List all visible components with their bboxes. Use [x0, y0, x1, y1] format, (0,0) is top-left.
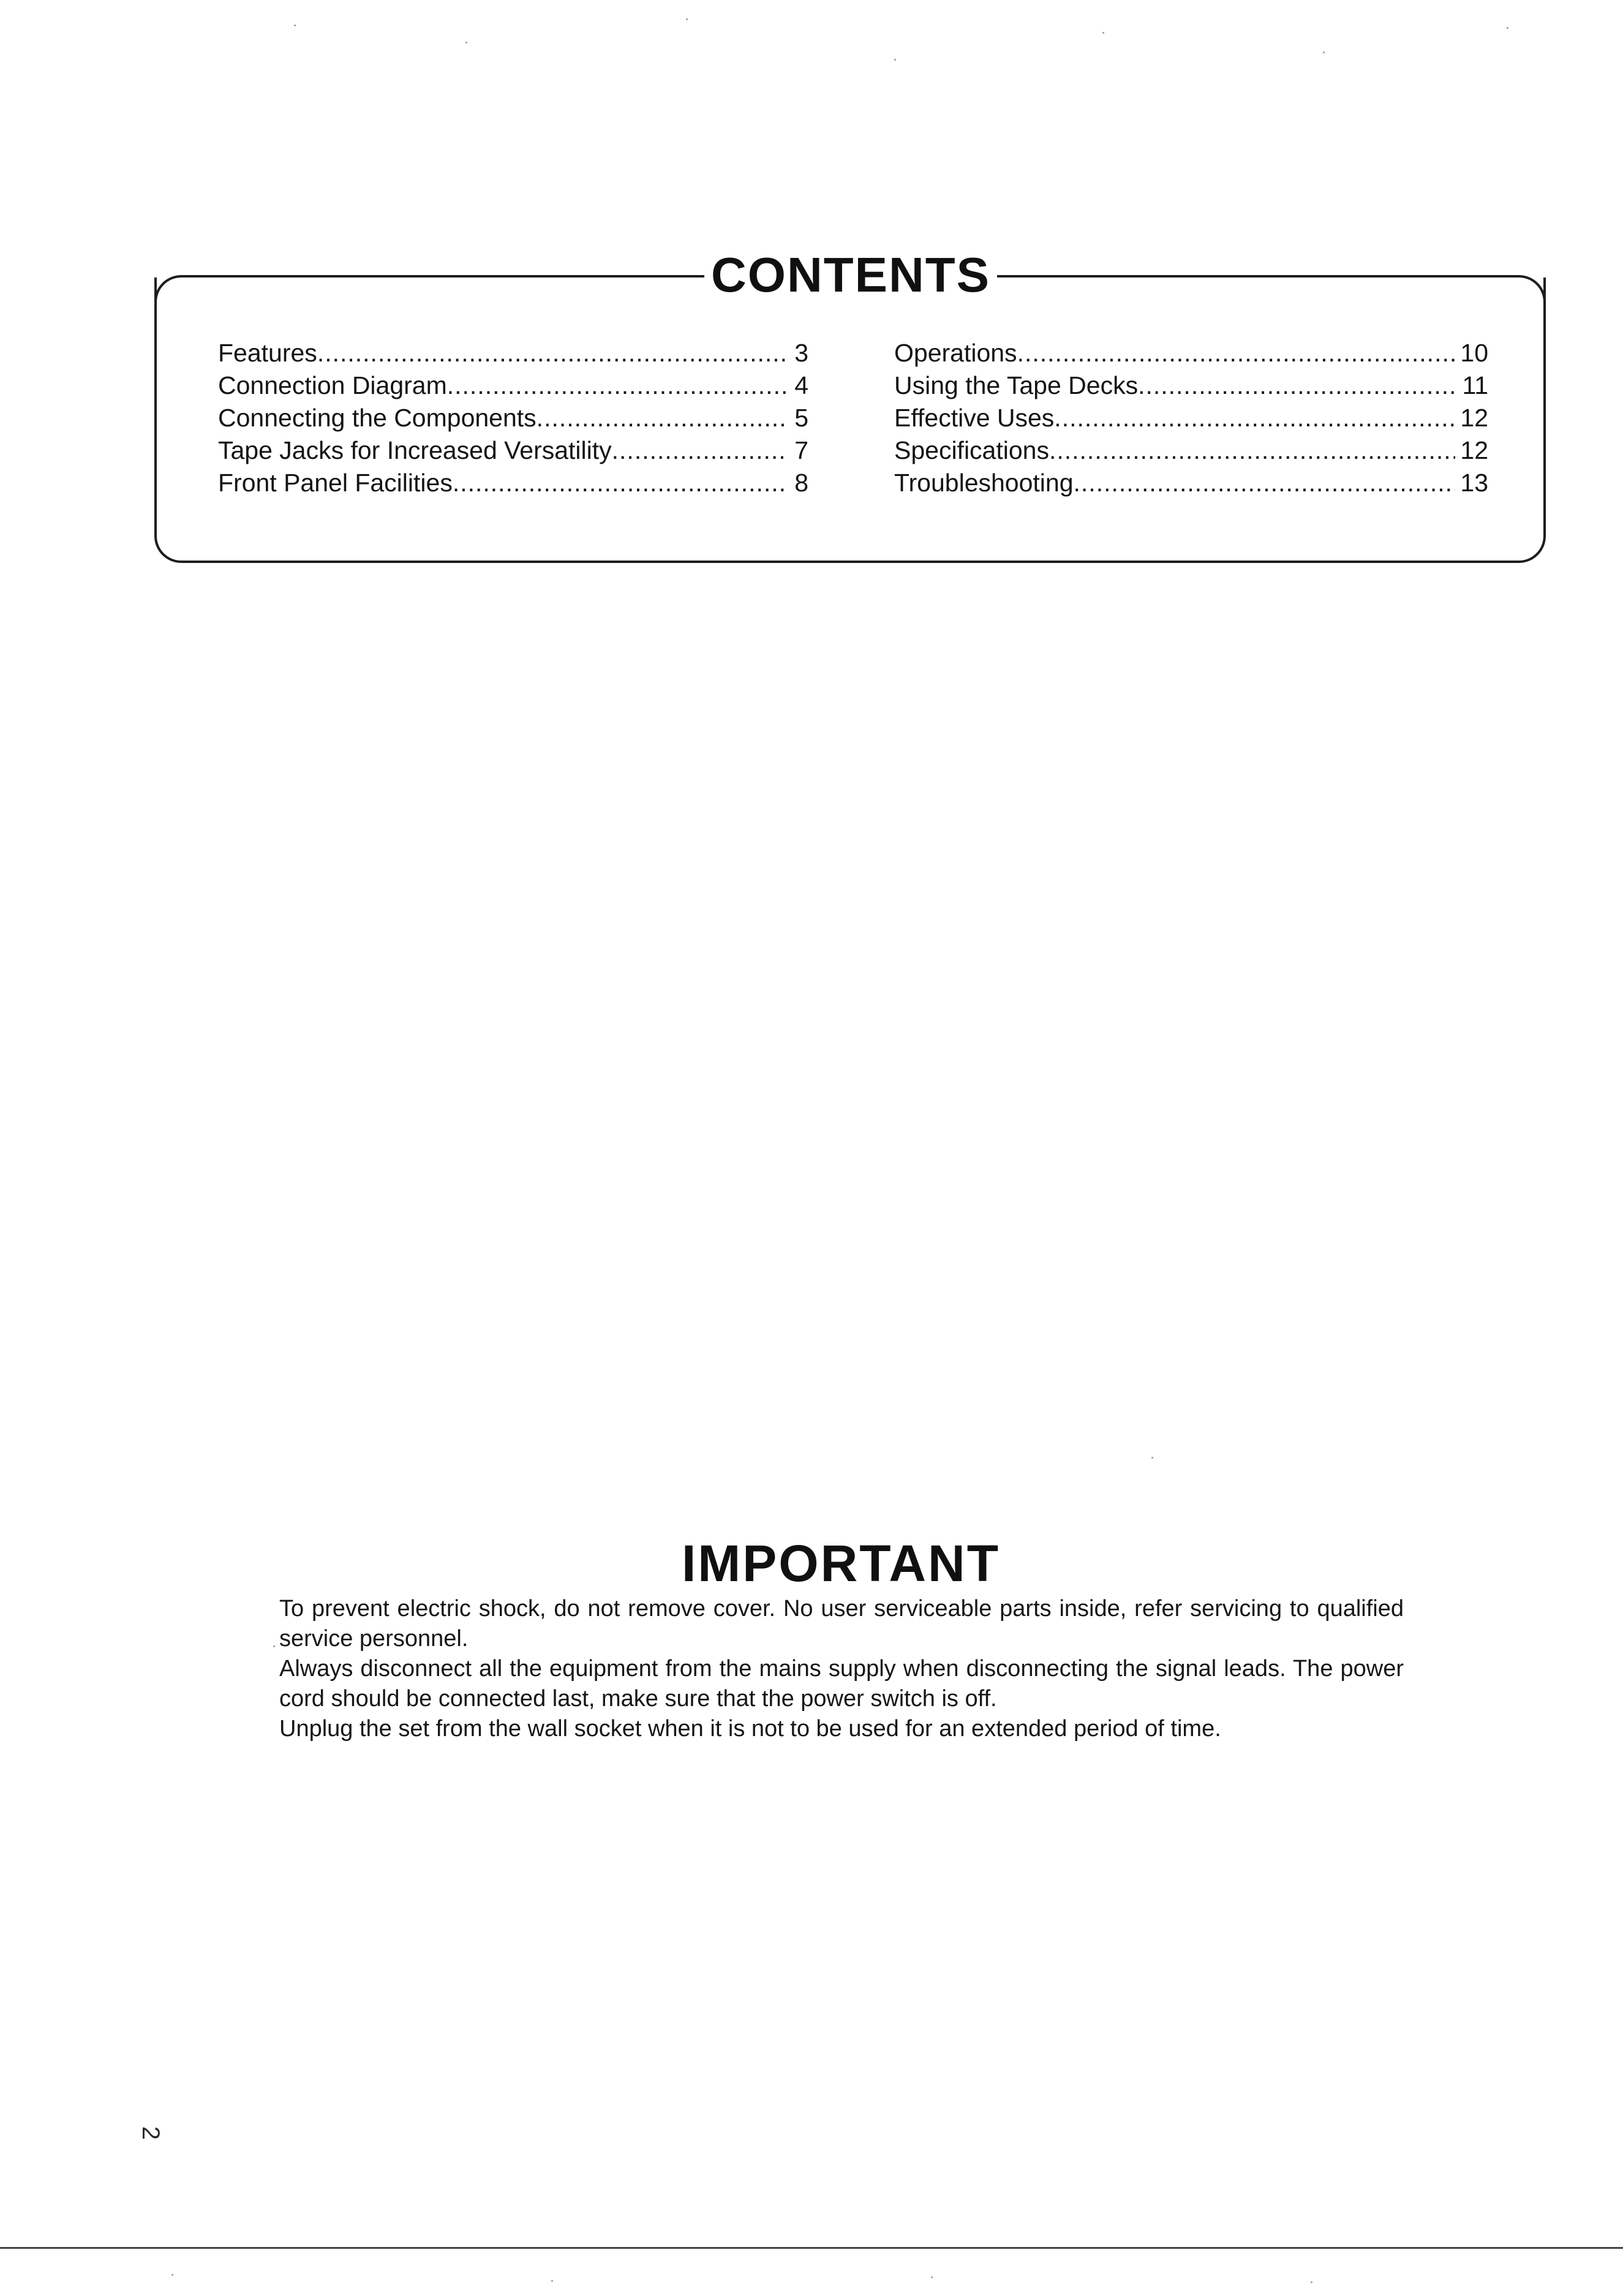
toc-dot-leader [447, 369, 788, 402]
important-paragraph: To prevent electric shock, do not remove cover. No user serviceable parts inside, refer servicing to qualified service personnel. [279, 1596, 1404, 1652]
toc-entry-title: Effective Uses [894, 404, 1055, 432]
toc-entry-page: 4 [794, 371, 808, 399]
toc-entry-title: Troubleshooting [894, 469, 1074, 497]
toc-dot-leader [612, 434, 788, 467]
toc-entry-title: Specifications [894, 436, 1049, 464]
toc-entry-title: Connecting the Components [218, 404, 537, 432]
toc-entry-title: Front Panel Facilities [218, 469, 453, 497]
scan-speck [1311, 2281, 1312, 2283]
scan-speck [1102, 32, 1104, 34]
toc-entry-title: Tape Jacks for Increased Versatility [218, 436, 612, 464]
toc-entry [218, 467, 808, 499]
contents-heading: CONTENTS [711, 247, 990, 302]
toc-entry [894, 467, 1488, 499]
scan-speck [273, 1645, 275, 1647]
toc-entry-page: 13 [1460, 469, 1488, 497]
toc-left-column [218, 337, 808, 499]
scan-speck [171, 2274, 173, 2276]
scan-speck [894, 59, 896, 61]
toc-entry [218, 369, 808, 402]
toc-right-column [894, 337, 1488, 499]
toc-entry [894, 337, 1488, 369]
scan-speck [465, 42, 467, 43]
scan-speck [294, 25, 296, 26]
toc-entry [894, 369, 1488, 402]
toc-entry-page: 12 [1460, 404, 1488, 432]
scan-speck [1151, 1457, 1153, 1459]
toc-entry-page: 11 [1462, 371, 1488, 399]
important-paragraph: Unplug the set from the wall socket when it is not to be used for an extended period of time. [279, 1716, 1221, 1742]
page-number: 2 [137, 2126, 164, 2140]
toc-entry-page: 3 [794, 339, 808, 367]
toc-entry-title: Features [218, 339, 317, 367]
toc-entry [218, 337, 808, 369]
toc-dot-leader [317, 337, 788, 369]
toc-entry-page: 5 [794, 404, 808, 432]
toc-entry [894, 434, 1488, 467]
toc-entry-page: 12 [1460, 436, 1488, 464]
toc-entry-page: 10 [1460, 339, 1488, 367]
toc-dot-leader [537, 402, 788, 434]
scan-speck [551, 2280, 553, 2282]
toc-dot-leader [1017, 337, 1456, 369]
bottom-rule [0, 2247, 1623, 2249]
toc-entry-title: Using the Tape Decks [894, 371, 1139, 399]
scan-speck [1507, 27, 1508, 29]
toc-dot-leader [453, 467, 788, 499]
toc-entry-title: Operations [894, 339, 1017, 367]
toc-entry [218, 402, 808, 434]
toc-dot-leader [1074, 467, 1456, 499]
important-notice [279, 1594, 1404, 1744]
toc-entry-title: Connection Diagram [218, 371, 447, 399]
toc-entry-page: 8 [794, 469, 808, 497]
toc-entry-page: 7 [794, 436, 808, 464]
toc-entry [218, 434, 808, 467]
scan-speck [686, 18, 688, 20]
toc-entry [894, 402, 1488, 434]
toc-dot-leader [1054, 402, 1455, 434]
scan-speck [931, 2276, 933, 2278]
scan-speck [1323, 51, 1325, 53]
important-heading: IMPORTANT [681, 1535, 1001, 1592]
toc-dot-leader [1138, 369, 1457, 402]
toc-dot-leader [1049, 434, 1455, 467]
important-paragraph: Always disconnect all the equipment from the mains supply when disconnecting the signal leads. The power cord should be connected last, make sure that the power switch is off. [279, 1656, 1404, 1712]
